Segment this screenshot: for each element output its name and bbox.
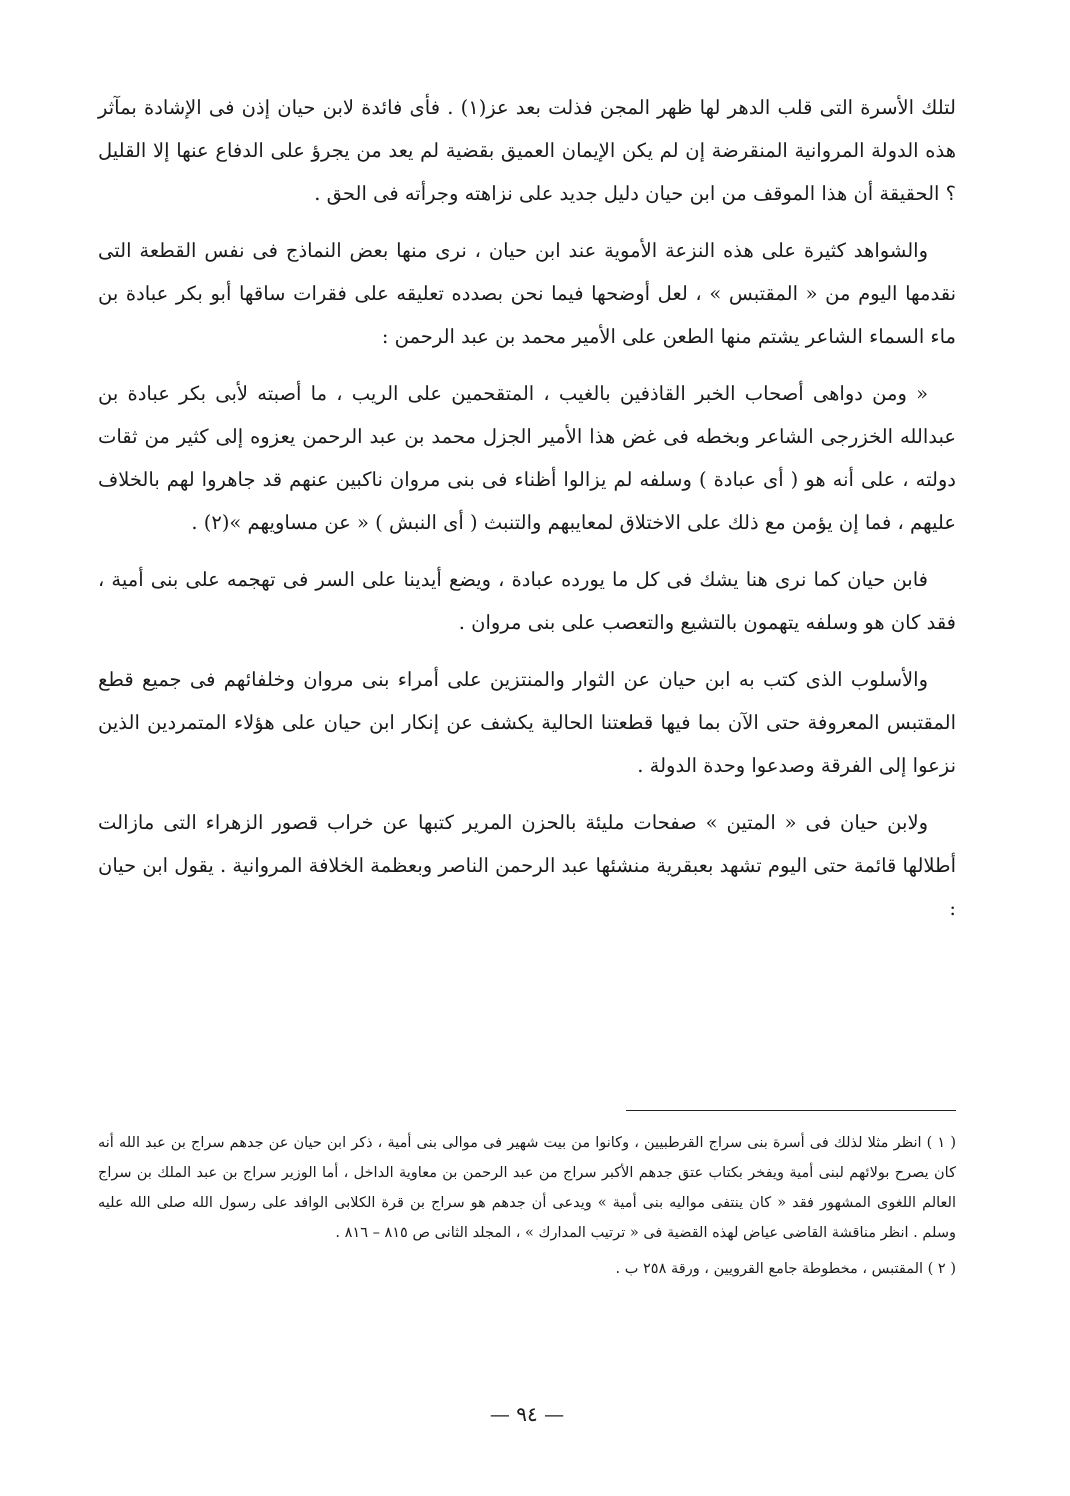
body-paragraph-5: والأسلوب الذى كتب به ابن حيان عن الثوار والمنتزين على أمراء بنى مروان وخلفائهم فى جميع قطع المقتبس المعروفة حتى الآن بما فيها قطعتنا الحالية يكشف عن إنكار ابن حيان على هؤلاء المتمردين الذين نزعوا إلى الفرقة وصدعوا وحدة الدولة .	[98, 668, 956, 777]
page-number: — ٩٤ —	[489, 1402, 565, 1426]
body-paragraph-1: لتلك الأسرة التى قلب الدهر لها ظهر المجن فذلت بعد عز(١) . فأى فائدة لابن حيان إذن فى الإشادة بمآثر هذه الدولة المروانية المنقرضة إن لم يكن الإيمان العميق بقضية لم يعد من يجرؤ على الدفاع عنها إلا القليل ؟ الحقيقة أن هذا الموقف من ابن حيان دليل جديد على نزاهته وجرأته فى الحق .	[98, 96, 956, 205]
footnote-separator	[626, 1110, 956, 1111]
body-paragraph-6: ولابن حيان فى « المتين » صفحات مليئة بالحزن المرير كتبها عن خراب قصور الزهراء التى مازالت أطلالها قائمة حتى اليوم تشهد بعبقرية منشئها عبد الرحمن الناصر وبعظمة الخلافة المروانية . يقول ابن حيان :	[98, 811, 956, 920]
footnotes	[98, 1128, 956, 1290]
book-page	[98, 86, 956, 1466]
body-paragraph-4: فابن حيان كما نرى هنا يشك فى كل ما يورده عبادة ، ويضع أيدينا على السر فى تهجمه على بنى أمية ، فقد كان هو وسلفه يتهمون بالتشيع والتعصب على بنى مروان .	[98, 568, 956, 634]
footnote-1: ( ١ ) انظر مثلا لذلك فى أسرة بنى سراج القرطبيين ، وكانوا من بيت شهير فى موالى بنى أمية ، ذكر ابن حيان عن جدهم سراج بن عبد الله أنه كان يصرح بولائهم لبنى أمية ويفخر بكتاب عتق جدهم الأكبر سراج من عبد الرحمن بن معاوية الداخل ، أما الوزير سراج بن عبد الملك بن سراج العالم اللغوى المشهور فقد « كان ينتفى مواليه بنى أمية » ويدعى أن جدهم هو سراج بن قرة الكلابى الوافد على رسول الله صلى الله عليه وسلم . انظر مناقشة القاضى عياض لهذه القضية فى « ترتيب المدارك » ، المجلد الثانى ص ٨١٥ – ٨١٦ .	[98, 1135, 956, 1241]
main-text	[98, 86, 956, 930]
footnote-2: ( ٢ ) المقتبس ، مخطوطة جامع القرويين ، ورقة ٢٥٨ ب .	[615, 1261, 956, 1277]
body-paragraph-2: والشواهد كثيرة على هذه النزعة الأموية عند ابن حيان ، نرى منها بعض النماذج فى نفس القطعة التى نقدمها اليوم من « المقتبس » ، لعل أوضحها فيما نحن بصدده تعليقه على فقرات ساقها أبو بكر عبادة بن ماء السماء الشاعر يشتم منها الطعن على الأمير محمد بن عبد الرحمن :	[98, 239, 956, 348]
quoted-paragraph: « ومن دواهى أصحاب الخبر القاذفين بالغيب ، المتقحمين على الريب ، ما أصبته لأبى بكر عبادة بن عبدالله الخزرجى الشاعر وبخطه فى غض هذا الأمير الجزل محمد بن عبد الرحمن يعزوه إلى كثير من ثقات دولته ، على أنه هو ( أى عبادة ) وسلفه لم يزالوا أظناء فى بنى مروان ناكبين عنهم قد جاهروا لهم بالخلاف عليهم ، فما إن يؤمن مع ذلك على الاختلاق لمعايبهم والتنبث ( أى النبش ) « عن مساويهم »(٢) .	[98, 382, 956, 534]
